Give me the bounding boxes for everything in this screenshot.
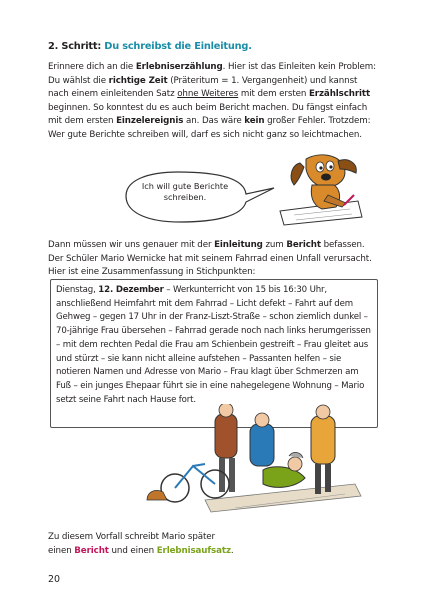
accident-scene-illustration: [145, 404, 365, 514]
section-heading: [48, 41, 252, 52]
keyword-erzaehlschritt: Erzählschritt: [308, 89, 371, 100]
summary-events: – Werkunterricht von 15 bis 16:30 Uhr, anschließend Heimfahrt mit dem Fahrrad – Licht defekt – Fahrt auf dem Gehweg – gegen 17 Uhr in der Franz-Liszt-Straße – schon ziemlich dunkel – 70-jährige Frau übersehen – Fahrrad gerade noch nach links herumgerissen – mit dem rechten Pedal die Frau am Schienbein gestreift – Frau gleitet aus und stürzt – sie kann nicht alleine aufstehen – Passanten helfen – sie notieren Namen und Adresse von Mario – Frau klagt über Schmerzen am Fuß – ein junges Ehepaar führt sie in eine nahegelegene Wohnung – Mario setzt seine Fahrt nach Hause fort.: [56, 285, 371, 405]
intro-text-4: mit dem ersten: [238, 89, 309, 100]
summary-text: [56, 284, 374, 407]
keyword-bericht-red: Bericht: [74, 545, 109, 556]
intro-paragraph: [48, 61, 378, 143]
intro-text-6: an. Das wäre: [183, 116, 245, 127]
speech-bubble-text: Ich will gute Berichte schreiben.: [141, 181, 229, 202]
keyword-ohne-weiteres: ohne Weiteres: [177, 89, 239, 100]
intro-text-1: Erinnere dich an die: [48, 62, 136, 72]
intro-text-7: großer Fehler. Trotzdem: Wer gute Berichte schreiben will, darf es sich nicht ganz so leichtmachen.: [48, 116, 371, 140]
page-number: 20: [48, 574, 61, 585]
intro-text-5: beginnen. So konntest du es auch beim Bericht machen. Du fängst einfach mit dem ersten: [48, 102, 368, 127]
keyword-erlebniserzaehlung: Erlebniserzählung: [135, 62, 223, 72]
middle-text-2: zum: [262, 240, 287, 250]
keyword-bericht: Bericht: [286, 240, 321, 250]
summary-day: Dienstag,: [56, 285, 99, 295]
closing-text-4: .: [230, 545, 234, 556]
keyword-einzelereignis: Einzelereignis: [116, 116, 184, 127]
accident-scene-icon: [147, 404, 361, 512]
keyword-einleitung: Einleitung: [214, 240, 263, 250]
closing-text-3: und einen: [108, 545, 157, 556]
closing-text-2: einen: [48, 545, 75, 556]
dog-writing-illustration: [266, 151, 366, 227]
keyword-erlebnisaufsatz: Erlebnisaufsatz: [156, 545, 231, 556]
step-label: 2. Schritt:: [48, 41, 102, 52]
keyword-richtige-zeit: richtige Zeit: [108, 75, 168, 86]
closing-text-1: Zu diesem Vorfall schreibt Mario später: [48, 532, 216, 542]
step-title: Du schreibst die Einleitung.: [104, 41, 252, 52]
middle-paragraph: [48, 239, 378, 280]
dog-icon: [280, 155, 362, 225]
middle-text-1: Dann müssen wir uns genauer mit der: [48, 240, 215, 250]
closing-paragraph: [48, 531, 378, 558]
middle-text-3: befassen. Der Schüler Mario Wernicke hat mit seinem Fahrrad einen Unfall verursacht. Hier ist eine Zusammenfassung in Stichpunkten:: [48, 240, 372, 278]
keyword-kein: kein: [244, 116, 265, 127]
intro-text-2: . Hier ist das Einleiten kein Problem: Du wählst die: [48, 62, 376, 86]
intro-text-3: (Präteritum = 1. Vergangenheit) und kannst nach einem einleitenden Satz: [48, 75, 358, 100]
summary-date: 12. Dezember: [98, 285, 164, 295]
